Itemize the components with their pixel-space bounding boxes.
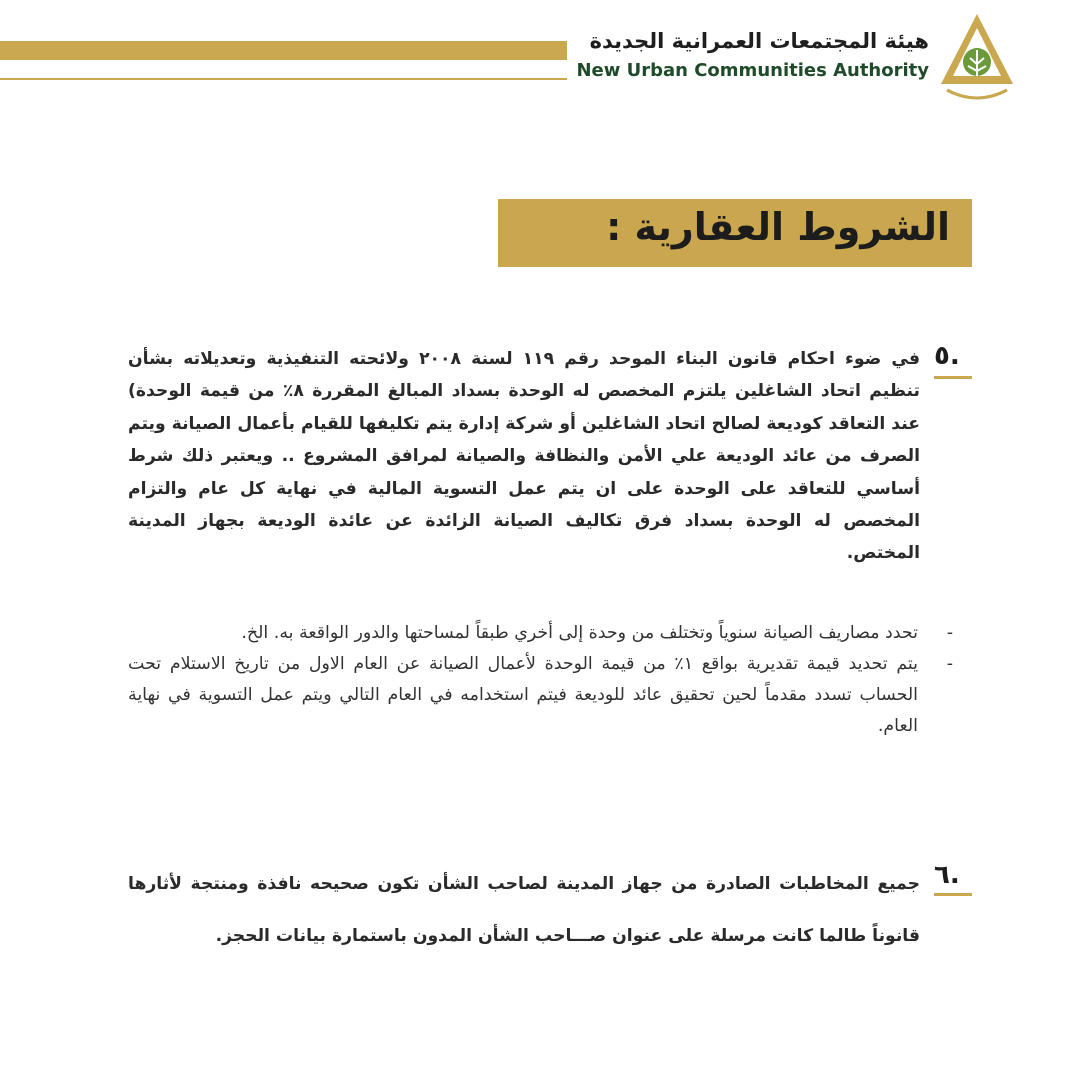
header-accent-line — [0, 78, 567, 80]
header-accent-bar — [0, 41, 567, 60]
nuca-logo-icon — [937, 10, 1017, 108]
item-number-6: ٦. — [934, 860, 960, 890]
org-name-arabic: هيئة المجتمعات العمرانية الجديدة — [589, 29, 929, 53]
bullet-list — [128, 618, 953, 742]
item-number-5: ٥. — [934, 341, 960, 371]
section-title-box — [498, 199, 972, 267]
item-number-underline — [934, 893, 972, 896]
list-item — [128, 649, 953, 742]
list-item — [128, 618, 953, 649]
bullet-dash: - — [946, 654, 953, 674]
org-name-english: New Urban Communities Authority — [576, 60, 929, 81]
item-6-text: جميع المخاطبات الصادرة من جهاز المدينة لصاحب الشأن تكون صحيحه نافذة ومنتجة لأثارها قانوناً طالما كانت مرسلة على عنوان صـــاحب الشأن المدون باستمارة بيانات الحجز. — [128, 874, 920, 946]
item-number-underline — [934, 376, 972, 379]
bullet-text: تحدد مصاريف الصيانة سنوياً وتختلف من وحدة إلى أخري طبقاً لمساحتها والدور الواقعة به. الخ. — [241, 623, 918, 643]
item-5-text: في ضوء احكام قانون البناء الموحد رقم ١١٩ لسنة ٢٠٠٨ ولائحته التنفيذية وتعديلاته بشأن تنظيم اتحاد الشاغلين يلتزم المخصص له الوحدة بسداد المبالغ المقررة ٨٪ من قيمة الوحدة) عند التعاقد كوديعة لصالح اتحاد الشاغلين أو شركة إدارة يتم تكليفها للقيام بأعمال الصيانة ويتم الصرف من عائد الوديعة علي الأمن والنظافة والصيانة لمرافق المشروع .. ويعتبر ذلك شرط أساسي للتعاقد على الوحدة على ان يتم عمل التسوية المالية في نهاية كل عام والتزام المخصص له الوحدة بسداد فرق تكاليف الصيانة الزائدة عن عائدة الوديعة بجهاز المدينة المختص. — [128, 349, 920, 564]
section-title: الشروط العقارية : — [606, 205, 950, 249]
bullet-text: يتم تحديد قيمة تقديرية بواقع ١٪ من قيمة الوحدة لأعمال الصيانة عن العام الاول من تاريخ الاستلام تحت الحساب تسدد مقدماً لحين تحقيق عائد للوديعة فيتم استخدامه في العام التالي ويتم عمل التسوية في نهاية العام. — [128, 654, 918, 736]
bullet-dash: - — [946, 623, 953, 643]
